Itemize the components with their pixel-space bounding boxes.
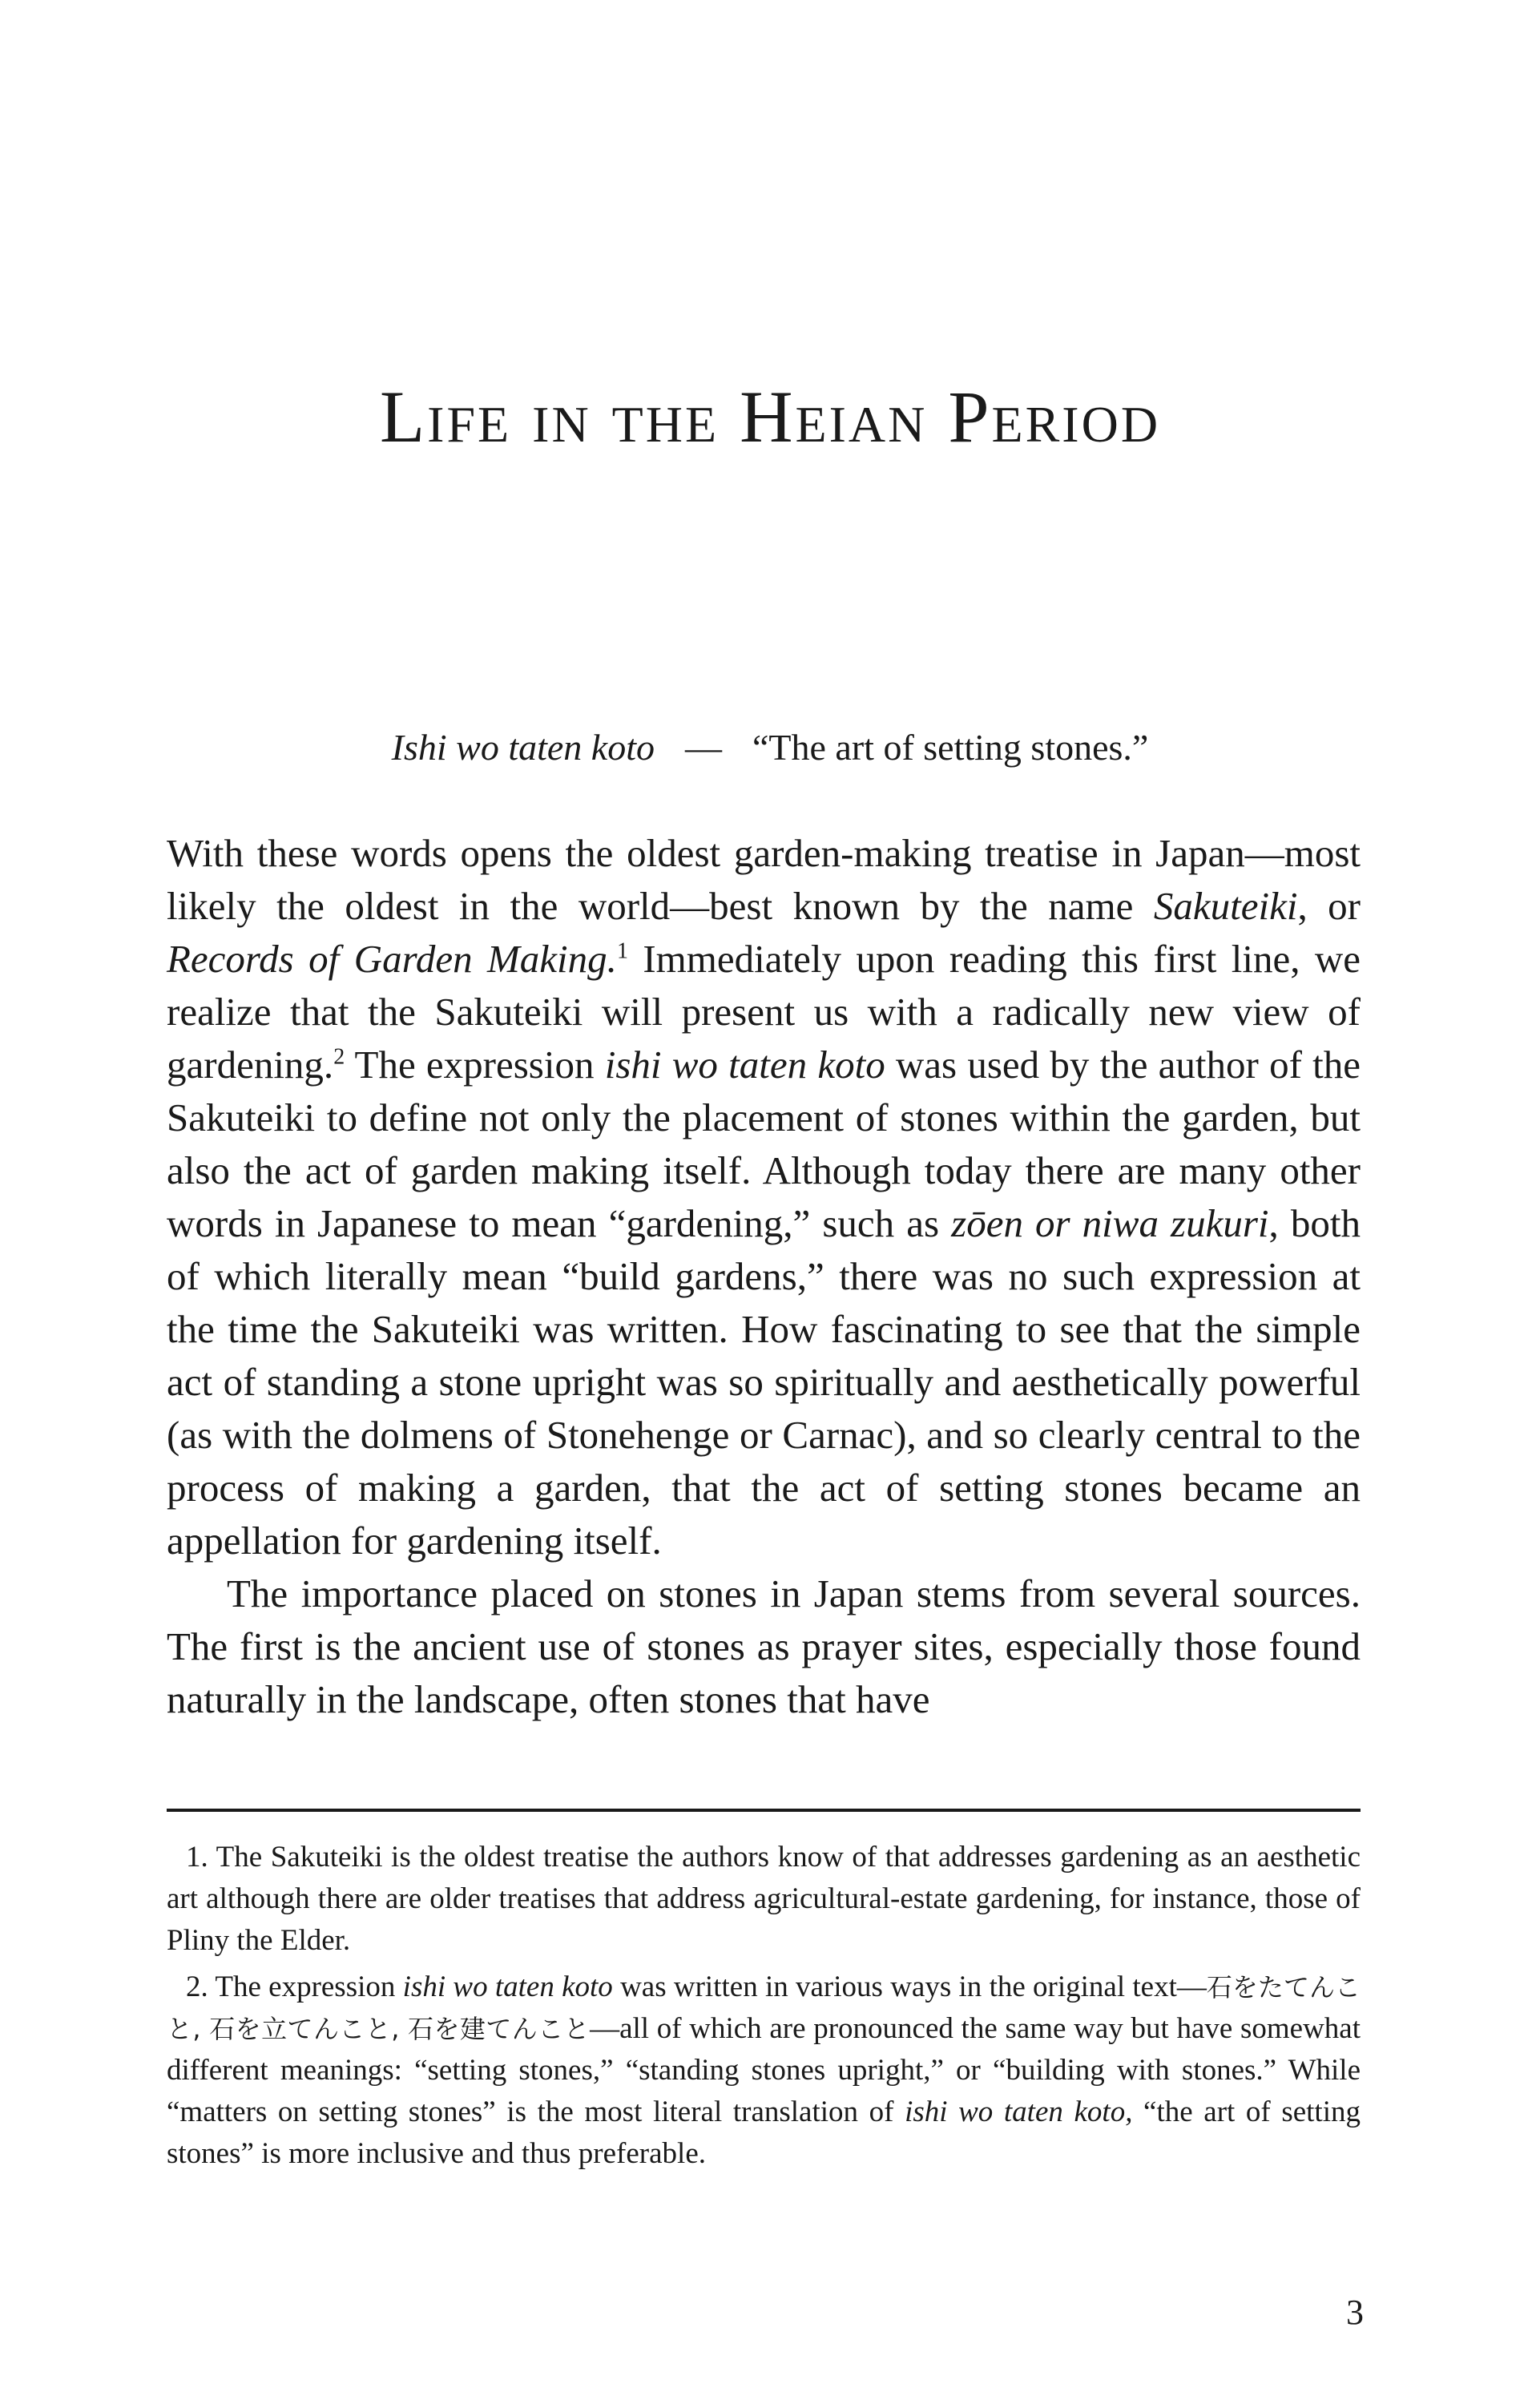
text-run: 2. The expression <box>186 1970 403 2003</box>
italic-run: ishi wo taten koto <box>402 1970 613 2003</box>
chapter-title: Life in the Heian Period <box>379 376 1161 458</box>
page-number: 3 <box>1346 2293 1364 2332</box>
text-run: , both of which literally mean “build gardens,” there was no such expression at the time the Sakuteiki was written. How fascinating to see that the simple act of standing a stone upright was so spiritually and aesthetically powerful (as with the dolmens of Stonehenge or Carnac), and so clearly central to the process of making a garden, that the act of setting stones became an appellation for gardening itself. <box>167 1201 1361 1563</box>
italic-run: ishi wo taten koto, <box>905 2095 1133 2128</box>
japanese-text: 石をたてんこと, 石を立てんこと, 石を建てんこと <box>167 1972 1361 2044</box>
italic-run: ishi wo taten koto <box>604 1043 885 1087</box>
epigraph-translation: “The art of setting stones.” <box>752 727 1149 768</box>
text-run: —all of which are pronounced the same way but have somewhat different meanings: “setting stones,” “standing stones upright,” or “building with stones.” While “matters on setting stones” is the most literal translation of <box>167 2012 1361 2128</box>
footnote-1: 1. The Sakuteiki is the oldest treatise the authors know of that addresses gardening as an aesthetic art although there are older treatises that address agricultural-estate gardening, for instance, those of Pliny the Elder. <box>167 1841 1361 1957</box>
epigraph-dash: — <box>685 727 722 768</box>
footnote-ref-2[interactable]: 2 <box>333 1044 345 1070</box>
paragraph-1 <box>167 827 1361 1567</box>
footnote-2 <box>167 1966 1361 2175</box>
footnote-divider <box>167 1809 1361 1812</box>
text-run: , or <box>1297 884 1361 928</box>
footnote-ref-1[interactable]: 1 <box>616 938 628 964</box>
paragraph-2: The importance placed on stones in Japan stems from several sources. The first is the ancient use of stones as prayer sites, especially those found naturally in the landscape, often stones that have <box>167 1571 1361 1721</box>
text-run: was used by the author of the Sakuteiki to define not only the placement of stones within the garden, but also the act of garden making itself. Although today there are many other words in Japanese to mean “gardening,” such as <box>167 1043 1361 1245</box>
epigraph <box>0 725 1540 769</box>
text-run: was written in various ways in the original text— <box>612 1970 1207 2003</box>
text-run: Immediately upon reading this first line, we realize that the Sakuteiki will present us with a radically new view of gardening. <box>167 937 1361 1087</box>
text-run: With these words opens the oldest garden-making treatise in Japan—most likely the oldest in the world—best known by the name <box>167 831 1361 928</box>
epigraph-romaji: Ishi wo taten koto <box>391 727 655 768</box>
italic-run: zōen or niwa zukuri <box>951 1201 1269 1245</box>
body-text <box>167 827 1361 1726</box>
footnotes <box>167 1837 1361 2180</box>
text-run: “the art of setting stones” is more inclusive and thus preferable. <box>167 2095 1361 2170</box>
italic-run: Records of Garden Making. <box>167 937 617 981</box>
text-run: The expression <box>345 1043 605 1087</box>
italic-run: Sakuteiki <box>1153 884 1298 928</box>
